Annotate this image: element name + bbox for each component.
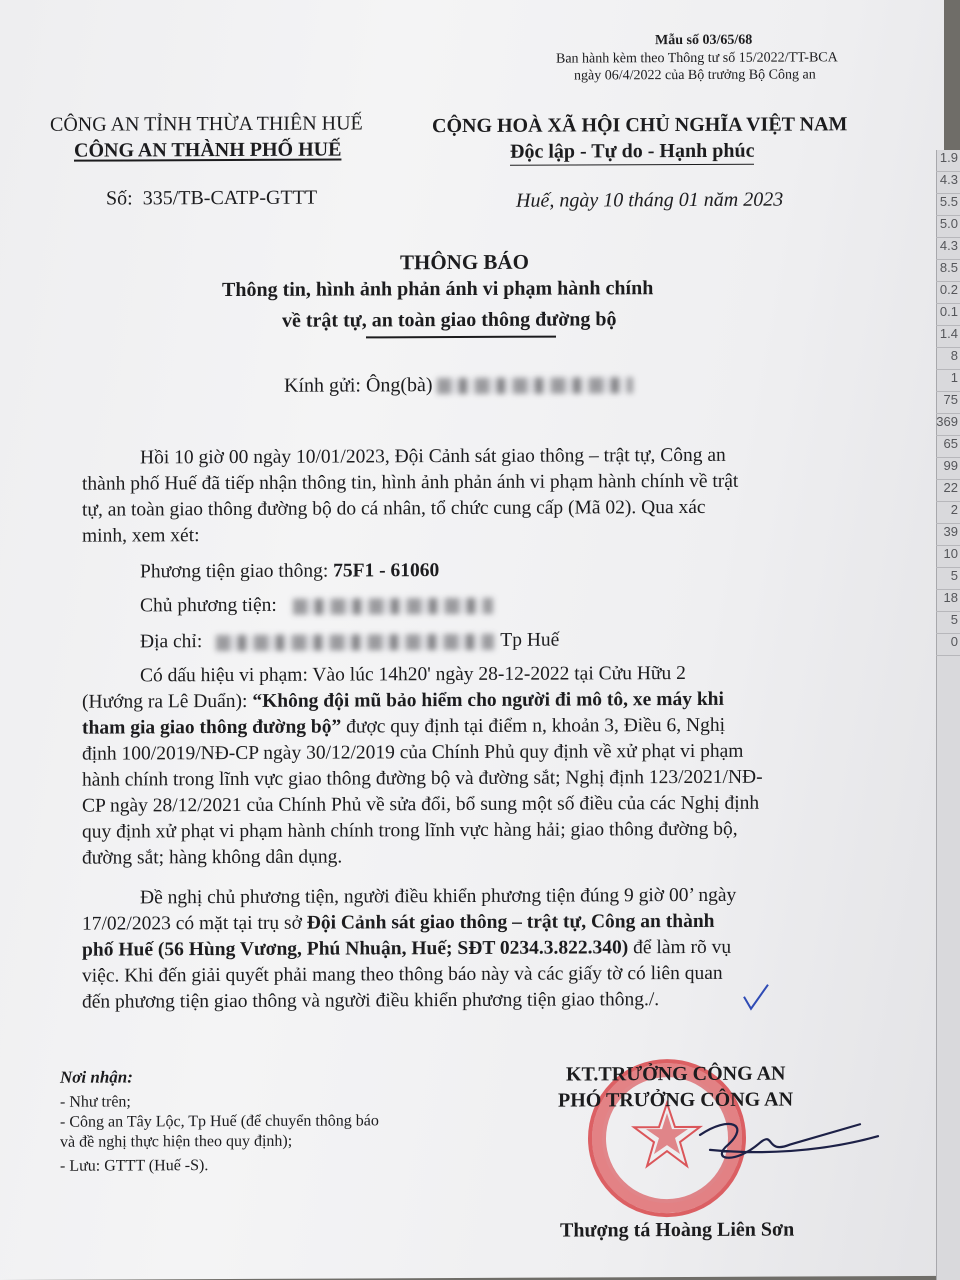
address-line <box>140 628 559 656</box>
vehicle-line <box>140 558 439 586</box>
national-motto: Độc lập - Tự do - Hạnh phúc <box>510 140 754 166</box>
violation-line7: quy định xử phạt vi phạm hành chính trong lĩnh vực hàng hải; giao thông đường bộ, <box>82 818 738 843</box>
owner-line <box>140 592 493 620</box>
signatory-title-2: PHÓ TRƯỞNG CÔNG AN <box>558 1088 794 1112</box>
owner-label: Chủ phương tiện: <box>140 594 277 617</box>
issue-date: Huế, ngày 10 tháng 01 năm 2023 <box>516 188 784 212</box>
margin-fragment: 8.5 <box>936 260 960 282</box>
violation-location: (Hướng ra Lê Duẩn): <box>82 690 253 713</box>
request-office-part1: Đội Cảnh sát giao thông – trật tự, Công an thành <box>306 910 715 934</box>
para1-line3: tự, an toàn giao thông đường bộ do cá nhân, tổ chức cung cấp (Mã 02). Qua xác <box>82 496 706 521</box>
margin-fragment: 2 <box>936 502 960 524</box>
redacted-name <box>437 378 633 395</box>
margin-fragment: 5 <box>936 612 960 634</box>
margin-fragment: 5 <box>936 568 960 590</box>
violation-line1: Có dấu hiệu vi phạm: Vào lúc 14h20' ngày 28-12-2022 tại Cửu Hữu 2 <box>140 663 686 687</box>
margin-fragment: 1 <box>936 370 960 392</box>
violation-line8: đường sắt; hàng không dân dụng. <box>82 846 343 869</box>
notice-title: THÔNG BÁO <box>400 249 529 275</box>
margin-fragment: 0 <box>936 634 960 656</box>
margin-fragment: 8 <box>936 348 960 370</box>
signatory-name: Thượng tá Hoàng Liên Sơn <box>560 1218 795 1242</box>
para1-line1: Hồi 10 giờ 00 ngày 10/01/2023, Đội Cảnh sát giao thông – trật tự, Công an <box>140 444 726 469</box>
adjacent-page-fragments <box>936 150 960 750</box>
margin-fragment: 39 <box>936 524 960 546</box>
violation-line3 <box>82 713 725 742</box>
violation-line4: định 100/2019/NĐ-CP ngày 30/12/2019 của Chính Phủ quy định về xử phạt vi phạm <box>82 740 744 765</box>
request-line5: đến phương tiện giao thông và người điều khiển phương tiện giao thông./. <box>82 989 660 1013</box>
para1-line4: minh, xem xét: <box>82 525 200 547</box>
para1-line2: thành phố Huế đã tiếp nhận thông tin, hình ảnh phản ánh vi phạm hành chính về trật <box>82 470 739 495</box>
title-underline <box>366 336 556 338</box>
issuer-province: CÔNG AN TỈNH THỪA THIÊN HUẾ <box>50 112 363 136</box>
address-label: Địa chỉ: <box>140 631 203 653</box>
violation-line6: CP ngày 28/12/2021 của Chính Phủ về sửa đổi, bổ sung một số điều của các Nghị định <box>82 792 760 817</box>
request-line3 <box>82 935 731 964</box>
address-city: Tp Huế <box>500 629 560 651</box>
margin-fragment: 1.4 <box>936 326 960 348</box>
margin-fragment: 0.1 <box>936 304 960 326</box>
checkmark-icon <box>742 983 770 1013</box>
form-basis-line2: ngày 06/4/2022 của Bộ trưởng Bộ Công an <box>574 67 816 84</box>
violation-line2 <box>82 687 724 716</box>
margin-fragment: 0.2 <box>936 282 960 304</box>
issuer-city-text: CÔNG AN THÀNH PHỐ HUẾ <box>74 138 342 162</box>
violation-type-part1: “Không đội mũ bảo hiểm cho người đi mô tô, xe máy khi <box>252 688 724 712</box>
recipient-2a: - Công an Tây Lộc, Tp Huế (để chuyển thông báo <box>60 1112 379 1131</box>
margin-fragment: 99 <box>936 458 960 480</box>
form-basis-line1: Ban hành kèm theo Thông tư số 15/2022/TT-BCA <box>556 50 838 67</box>
violation-line5: hành chính trong lĩnh vực giao thông đường bộ và đường sắt; Nghị định 123/2021/NĐ- <box>82 766 763 791</box>
violation-type-part2: tham gia giao thông đường bộ” <box>82 716 342 739</box>
margin-fragment: 22 <box>936 480 960 502</box>
margin-fragment: 4.3 <box>936 238 960 260</box>
margin-fragment: 369 <box>936 414 960 436</box>
margin-fragment: 65 <box>936 436 960 458</box>
notice-subtitle-2: về trật tự, an toàn giao thông đường bộ <box>282 308 617 332</box>
reference-label: Số: <box>106 187 133 210</box>
request-purpose: để làm rõ vụ <box>628 936 732 959</box>
redacted-owner <box>293 597 493 614</box>
recipients-label: Nơi nhận: <box>60 1067 133 1087</box>
reference-number <box>106 187 317 211</box>
margin-fragment: 5.0 <box>936 216 960 238</box>
request-line1: Đề nghị chủ phương tiện, người điều khiển phương tiện đúng 9 giờ 00’ ngày <box>140 884 737 909</box>
request-line4: việc. Khi đến giải quyết phải mang theo thông báo này và các giấy tờ có liên quan <box>82 962 723 987</box>
margin-fragment: 4.3 <box>936 172 960 194</box>
reference-value: 335/TB-CATP-GTTT <box>142 186 318 210</box>
form-number: Mẫu số 03/65/68 <box>655 32 753 49</box>
national-title: CỘNG HOÀ XÃ HỘI CHỦ NGHĨA VIỆT NAM <box>432 113 848 138</box>
license-plate: 75F1 - 61060 <box>333 560 440 582</box>
margin-fragment: 1.9 <box>936 150 960 172</box>
notice-subtitle-1: Thông tin, hình ảnh phản ánh vi phạm hành chính <box>222 277 654 302</box>
recipient-1: - Như trên; <box>60 1093 131 1111</box>
request-line2 <box>82 909 715 938</box>
redacted-address <box>216 633 494 650</box>
margin-fragment: 10 <box>936 546 960 568</box>
request-office-part2: phố Huế (56 Hùng Vương, Phú Nhuận, Huế; SĐT 0234.3.822.340) <box>82 937 629 961</box>
vehicle-label: Phương tiện giao thông: <box>140 560 334 583</box>
margin-fragment: 5.5 <box>936 194 960 216</box>
issuer-city <box>74 139 341 163</box>
handwritten-signature <box>560 1094 890 1205</box>
addressee <box>284 373 633 398</box>
margin-fragment: 18 <box>936 590 960 612</box>
request-date: 17/02/2023 có mặt tại trụ sở <box>82 912 307 935</box>
recipient-2b: và đề nghị thực hiện theo quy định); <box>60 1132 293 1151</box>
violation-legal-basis: được quy định tại điểm n, khoản 3, Điều 6, Nghị <box>341 714 726 738</box>
signatory-title-1: KT.TRƯỞNG CÔNG AN <box>566 1062 786 1086</box>
margin-fragment: 75 <box>936 392 960 414</box>
recipient-3: - Lưu: GTTT (Huế -S). <box>60 1157 209 1175</box>
addressee-label: Kính gửi: Ông(bà) <box>284 374 433 397</box>
